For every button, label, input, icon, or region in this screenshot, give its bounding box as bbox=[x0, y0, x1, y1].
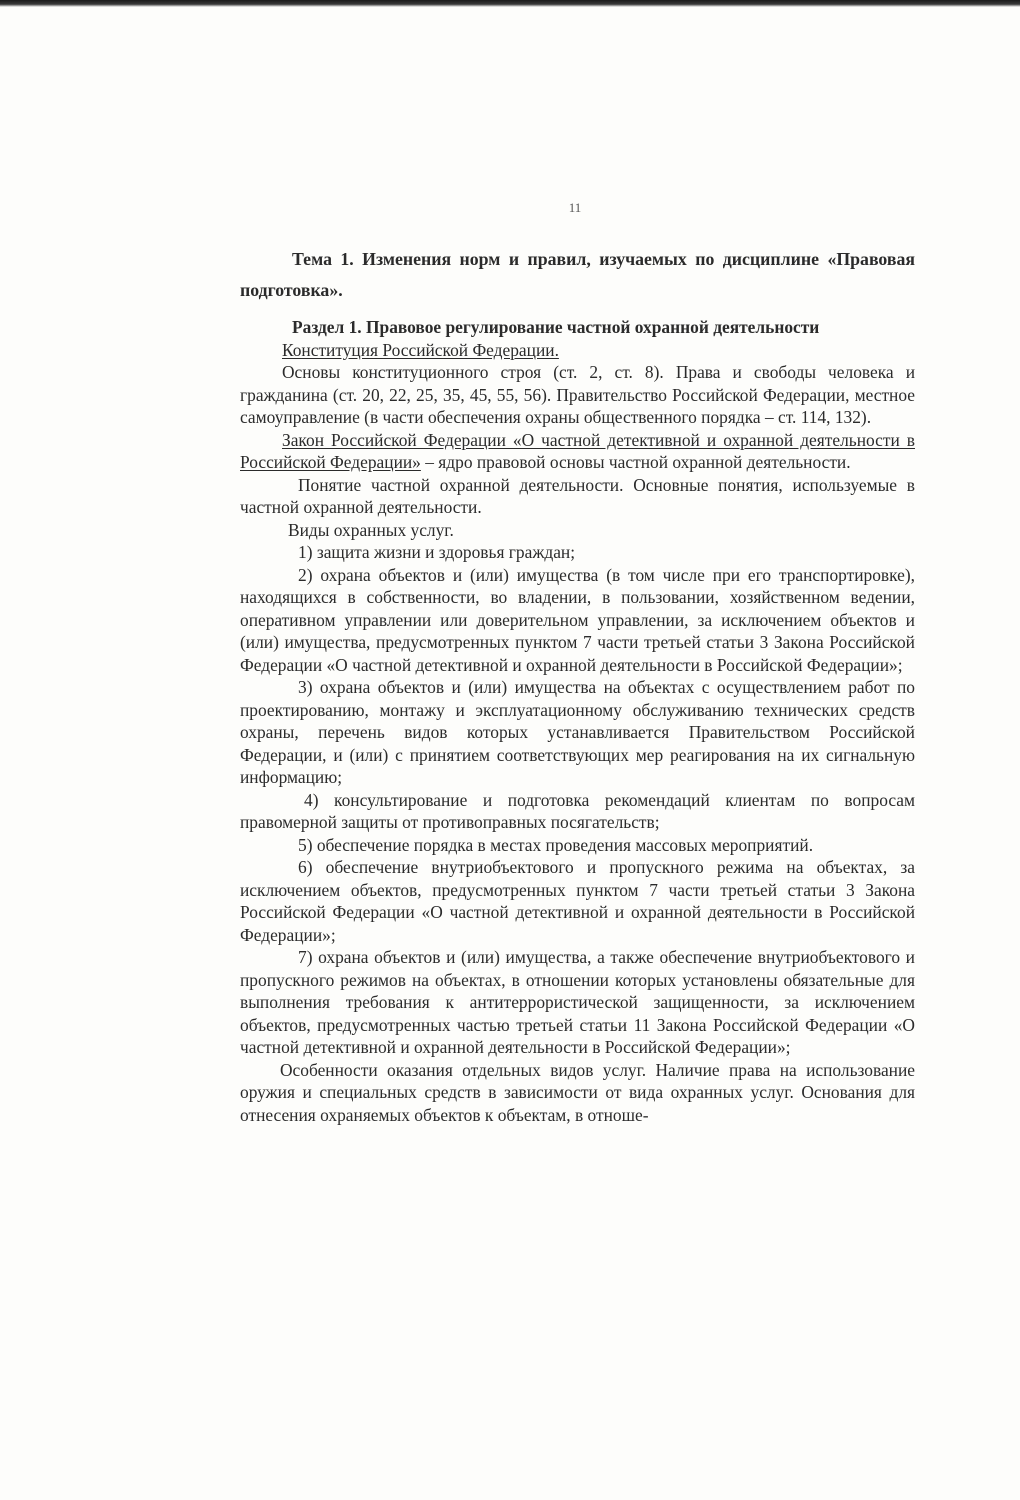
constitution-text: Основы конституционного строя (ст. 2, ст. 8). Права и свободы человека и гражданина (ст. 20, 22, 25, 35, 45, 55, 56). Правительство Российской Федерации, местное самоуправление (в части обеспечения охраны общественного порядка – ст. 114, 132). bbox=[240, 362, 915, 427]
service-item-5: 5) обеспечение порядка в местах проведения массовых мероприятий. bbox=[298, 834, 814, 855]
section-title: Раздел 1. Правовое регулирование частной охранной деятельности bbox=[292, 317, 820, 337]
law-paragraph bbox=[240, 429, 915, 474]
features-paragraph: Особенности оказания отдельных видов услуг. Наличие права на использование оружия и специальных средств в зависимости от вида охранных услуг. Основания для отнесения охраняемых объектов к объектам, в отноше- bbox=[240, 1059, 915, 1125]
service-item-4: 4) консультирование и подготовка рекомендаций клиентам по вопросам правомерной защиты от противоправных посягательств; bbox=[240, 789, 915, 832]
constitution-heading bbox=[240, 339, 915, 362]
service-item-3: 3) охрана объектов и (или) имущества на объектах с осуществлением работ по проектированию, монтажу и эксплуатационному обслуживанию технических средств охраны, перечень видов которых устанавливается Правительством Российской Федерации, и (или) с принятием соответствующих мер реагирования на их сигнальную информацию; bbox=[240, 677, 915, 787]
constitution-heading-text: Конституция Российской Федерации. bbox=[282, 339, 559, 360]
law-description: – ядро правовой основы частной охранной деятельности. bbox=[420, 452, 851, 472]
concept-paragraph: Понятие частной охранной деятельности. Основные понятия, используемые в частной охранной деятельности. bbox=[240, 474, 915, 517]
topic-title: Тема 1. Изменения норм и правил, изучаемых по дисциплине «Правовая подготовка». bbox=[240, 249, 915, 300]
service-item-1: 1) защита жизни и здоровья граждан; bbox=[298, 542, 576, 562]
law-title: Закон Российской Федерации «О частной детективной и охранной деятельности в Российской Федерации» bbox=[240, 429, 915, 472]
service-item-7: 7) охрана объектов и (или) имущества, а также обеспечение внутриобъектового и пропускного режимов на объектах, в отношении которых установлены обязательные для выполнения требования к антитеррористической защищенности, за исключением объектов, предусмотренных частью третьей статьи 11 Закона Российской Федерации «О частной детективной и охранной деятельности в Российской Федерации»; bbox=[240, 947, 915, 1057]
service-item-2: 2) охрана объектов и (или) имущества (в том числе при его транспортировке), находящихся в собственности, во владении, в пользовании, хозяйственном ведении, оперативном управлении или доверительном управлении, за исключением объектов и (или) имущества, предусмотренных пунктом 7 части третьей статьи 3 Закона Российской Федерации «О частной детективной и охранной деятельности в Российской Федерации»; bbox=[240, 564, 915, 675]
document-body bbox=[240, 244, 915, 1126]
services-heading: Виды охранных услуг. bbox=[288, 519, 454, 540]
page-number: 11 bbox=[568, 200, 582, 215]
service-item-6: 6) обеспечение внутриобъектового и пропускного режима на объектах, за исключением объектов, предусмотренных пунктом 7 части третьей статьи 3 Закона Российской Федерации «О частной детективной и охранной деятельности в Российской Федерации»; bbox=[240, 857, 915, 945]
scan-edge bbox=[0, 0, 1020, 7]
